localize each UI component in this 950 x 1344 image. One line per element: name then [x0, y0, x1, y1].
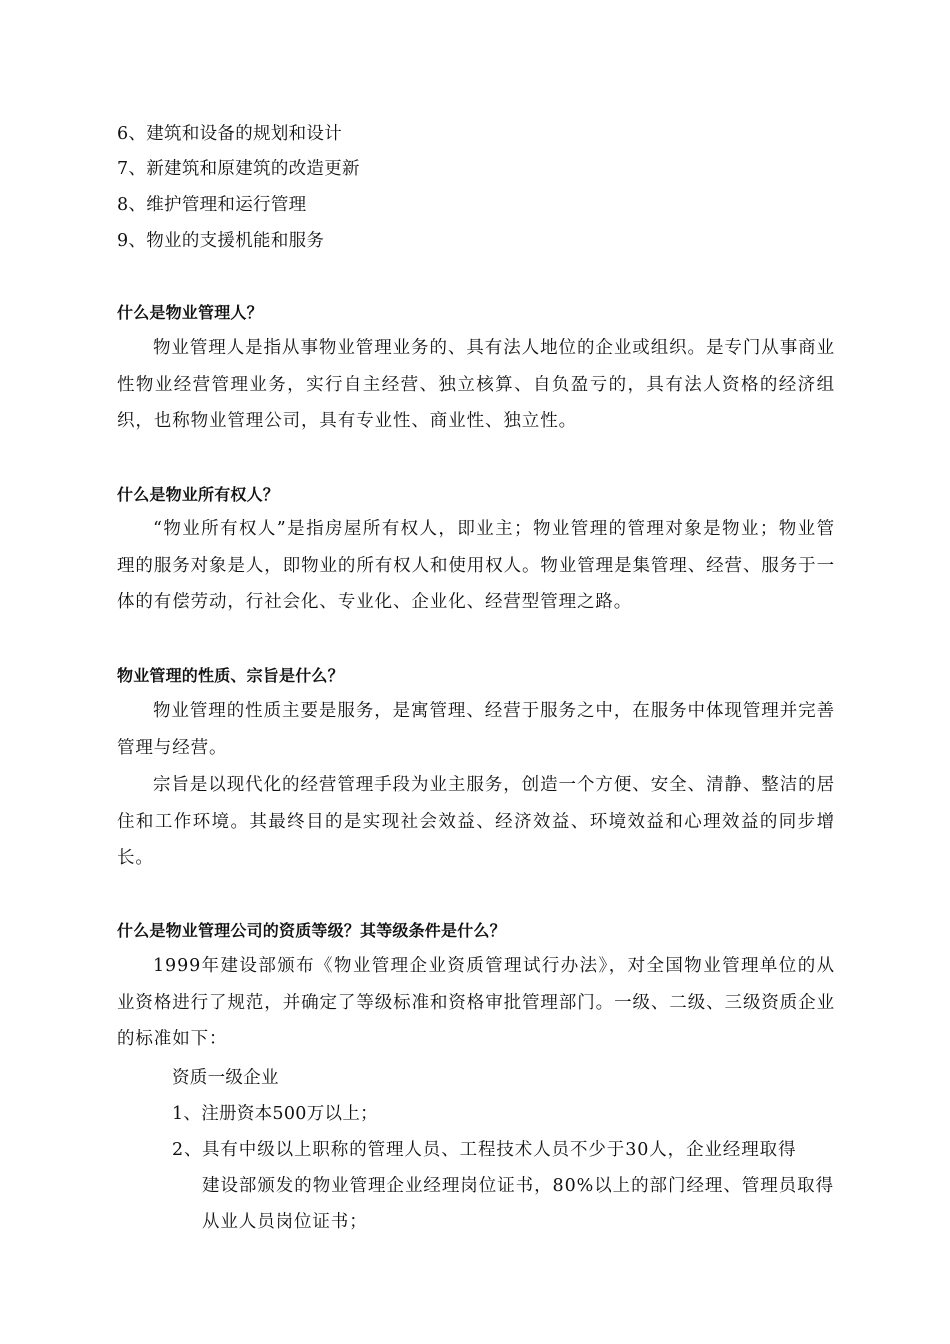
paragraph: 1999年建设部颁布《物业管理企业资质管理试行办法》，对全国物业管理单位的从业资格进行了规范，并确定了等级标准和资格审批管理部门。一级、二级、三级资质企业的标准如下：: [117, 956, 835, 1049]
section-heading: 什么是物业管理公司的资质等级？其等级条件是什么？: [117, 921, 506, 940]
requirement-item: [172, 1132, 834, 1240]
requirement-text: 注册资本500万以上；: [201, 1104, 378, 1124]
list-item: 8、维护管理和运行管理: [117, 195, 307, 215]
requirement-number: 2、: [172, 1140, 203, 1160]
list-item: 9、物业的支援机能和服务: [117, 231, 325, 251]
subheading: 资质一级企业: [172, 1068, 279, 1088]
section-heading: 什么是物业管理人？: [117, 303, 263, 322]
list-item: 6、建筑和设备的规划和设计: [117, 124, 343, 144]
requirement-text-continued: 建设部颁发的物业管理企业经理岗位证书，80%以上的部门经理、管理员取得从业人员岗位证书；: [202, 1176, 834, 1232]
paragraph: “物业所有权人”是指房屋所有权人，即业主；物业管理的管理对象是物业；物业管理的服务对象是人，即物业的所有权人和使用权人。物业管理是集管理、经营、服务于一体的有偿劳动，行社会化、专业化、企业化、经营型管理之路。: [117, 519, 835, 612]
requirement-number: 1、: [172, 1104, 202, 1124]
section-heading: 物业管理的性质、宗旨是什么？: [117, 666, 344, 685]
list-item: 7、新建筑和原建筑的改造更新: [117, 159, 360, 179]
requirement-text: 具有中级以上职称的管理人员、工程技术人员不少于30人，企业经理取得: [202, 1140, 797, 1160]
paragraph: 物业管理的性质主要是服务，是寓管理、经营于服务之中，在服务中体现管理并完善管理与经营。: [117, 701, 835, 758]
section-heading: 什么是物业所有权人？: [117, 485, 280, 504]
paragraph: 宗旨是以现代化的经营管理手段为业主服务，创造一个方便、安全、清静、整洁的居住和工作环境。其最终目的是实现社会效益、经济效益、环境效益和心理效益的同步增长。: [117, 775, 835, 868]
requirement-item: [172, 1103, 378, 1125]
paragraph: 物业管理人是指从事物业管理业务的、具有法人地位的企业或组织。是专门从事商业性物业经营管理业务，实行自主经营、独立核算、自负盈亏的，具有法人资格的经济组织，也称物业管理公司，具有专业性、商业性、独立性。: [117, 338, 835, 431]
